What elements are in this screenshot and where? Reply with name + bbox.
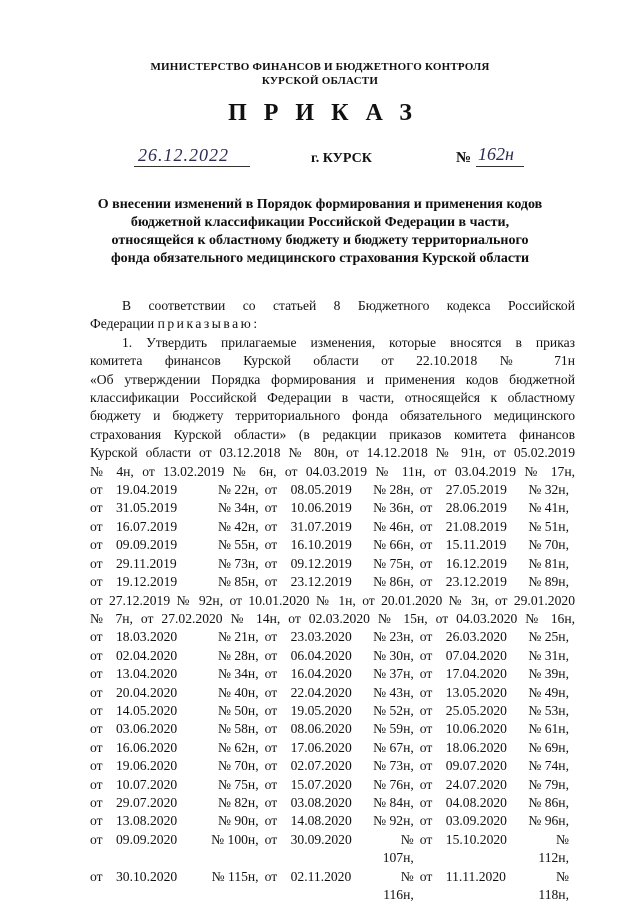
order-reference: [90, 720, 265, 738]
reference-number: № 85н,: [217, 574, 259, 590]
reference-date: 23.12.2019: [290, 574, 352, 590]
reference-from-word: от: [90, 776, 103, 792]
reference-date: 14.08.2020: [290, 813, 352, 829]
order-reference: [265, 481, 420, 499]
city-label: г. КУРСК: [311, 151, 372, 166]
reference-date: 21.08.2019: [445, 518, 507, 534]
reference-date: 08.05.2019: [290, 482, 352, 498]
reference-number: № 51н,: [528, 518, 569, 534]
reference-from-word: от: [264, 702, 278, 718]
handwritten-date: 26.12.2022: [138, 145, 229, 165]
number-underline: [476, 166, 524, 167]
reference-from-word: от: [264, 482, 278, 498]
body-line-3: 1. Утвердить прилагаемые изменения, которые вносятся в приказ: [122, 334, 575, 350]
order-reference: [90, 794, 265, 812]
order-reference: [420, 702, 575, 720]
reference-date: 03.09.2020: [445, 813, 507, 829]
reference-date: 16.10.2019: [290, 537, 352, 553]
reference-date: 18.03.2020: [116, 629, 178, 645]
reference-date: 11.11.2020: [445, 868, 506, 884]
reference-number: № 84н,: [373, 794, 414, 810]
reference-from-word: от: [419, 721, 433, 737]
heading-line4: фонда обязательного медицинского страхования Курской области: [110, 251, 530, 266]
order-list-row: [90, 739, 575, 757]
order-list-row: [90, 776, 575, 794]
reference-from-word: от: [90, 482, 103, 498]
reference-date: 06.04.2020: [290, 647, 352, 663]
order-reference: [420, 720, 575, 738]
reference-from-word: от: [264, 868, 278, 884]
reference-from-word: от: [264, 666, 278, 682]
reference-date: 30.10.2020: [116, 868, 178, 884]
reference-number: № 37н,: [373, 666, 414, 682]
order-list-row: [90, 481, 575, 499]
order-reference: [420, 628, 575, 646]
reference-from-word: от: [264, 813, 278, 829]
order-reference: [265, 702, 420, 720]
reference-from-word: от: [419, 794, 433, 810]
reference-from-word: от: [264, 500, 278, 516]
ministry-header: [0, 60, 640, 88]
reference-from-word: от: [90, 868, 103, 884]
reference-from-word: от: [264, 574, 278, 590]
reference-from-word: от: [419, 482, 433, 498]
order-reference: [265, 518, 420, 536]
reference-number: № 36н,: [373, 500, 414, 516]
reference-date: 15.07.2020: [290, 776, 352, 792]
ministry-name-line2: КУРСКОЙ ОБЛАСТИ: [261, 75, 379, 87]
reference-number: № 75н,: [217, 776, 259, 792]
body-line-2-text: Федерации: [90, 316, 155, 332]
reference-number: № 50н,: [217, 702, 259, 718]
reference-date: 03.08.2020: [290, 794, 352, 810]
reference-from-word: от: [90, 629, 103, 645]
reference-number: № 112н,: [538, 831, 569, 866]
reference-number: № 39н,: [528, 666, 569, 682]
reference-date: 03.06.2020: [116, 721, 178, 737]
reference-number: № 70н,: [528, 537, 569, 553]
reference-date: 08.06.2020: [290, 721, 352, 737]
reference-number: № 46н,: [373, 518, 414, 534]
reference-number: № 30н,: [373, 647, 414, 663]
order-reference: [420, 776, 575, 794]
reference-number: № 34н,: [217, 666, 259, 682]
reference-number: № 118н,: [538, 868, 569, 902]
reference-from-word: от: [264, 794, 278, 810]
order-list-row: [90, 868, 575, 905]
heading-line2: бюджетной классификации Российской Федерации в части,: [130, 215, 510, 230]
reference-date: 15.10.2020: [445, 831, 507, 847]
reference-from-word: от: [90, 758, 103, 774]
order-reference: [265, 555, 420, 573]
order-reference: [420, 757, 575, 775]
order-reference: [420, 573, 575, 591]
order-reference: [420, 555, 575, 573]
reference-number: № 66н,: [373, 537, 414, 553]
reference-date: 16.04.2020: [290, 666, 352, 682]
order-list-row: [90, 720, 575, 738]
order-reference: [420, 536, 575, 554]
reference-from-word: от: [264, 776, 278, 792]
order-heading: [60, 196, 580, 268]
body-line-9: Курской области от 03.12.2018 № 80н, от 14.12.2018 № 91н, от 05.02.2019: [90, 445, 575, 461]
reference-from-word: от: [419, 702, 433, 718]
reference-from-word: от: [419, 555, 433, 571]
order-list-row: [90, 665, 575, 683]
reference-number: № 73н,: [373, 758, 414, 774]
order-reference: [90, 684, 265, 702]
reference-from-word: от: [90, 721, 103, 737]
reference-number: № 53н,: [528, 702, 569, 718]
reference-date: 17.06.2020: [290, 739, 352, 755]
body-line-7: бюджету и бюджету территориального фонда обязательного медицинского: [90, 408, 575, 424]
reference-date: 27.05.2019: [445, 482, 507, 498]
reference-number: № 116н,: [383, 868, 414, 902]
body-line-17: от 27.12.2019 № 92н, от 10.01.2020 № 1н, от 20.01.2020 № 3н, от 29.01.2020: [90, 592, 575, 608]
reference-from-word: от: [90, 555, 103, 571]
reference-from-word: от: [264, 739, 278, 755]
order-list-b: [90, 628, 575, 904]
order-reference: [420, 499, 575, 517]
reference-date: 13.08.2020: [116, 813, 178, 829]
reference-date: 31.07.2019: [290, 518, 352, 534]
reference-number: № 74н,: [528, 758, 569, 774]
reference-from-word: от: [419, 574, 433, 590]
order-reference: [265, 536, 420, 554]
reference-from-word: от: [264, 684, 278, 700]
reference-date: 19.04.2019: [116, 482, 178, 498]
order-reference: [420, 684, 575, 702]
order-reference: [265, 647, 420, 665]
order-reference: [420, 831, 575, 868]
reference-number: № 96н,: [528, 813, 569, 829]
order-reference: [90, 776, 265, 794]
reference-date: 16.07.2019: [116, 518, 178, 534]
order-reference: [265, 499, 420, 517]
reference-number: № 67н,: [373, 739, 414, 755]
order-reference: [90, 647, 265, 665]
order-reference: [420, 868, 575, 905]
reference-from-word: от: [264, 629, 278, 645]
reference-number: № 31н,: [528, 647, 569, 663]
order-reference: [420, 665, 575, 683]
date-underline: [134, 166, 250, 167]
reference-number: № 59н,: [373, 721, 414, 737]
reference-from-word: от: [419, 739, 433, 755]
body-line-18: № 7н, от 27.02.2020 № 14н, от 02.03.2020 № 15н, от 04.03.2020 № 16н,: [90, 610, 575, 626]
reference-number: № 42н,: [217, 518, 259, 534]
order-reference: [90, 555, 265, 573]
order-reference: [265, 776, 420, 794]
order-list-row: [90, 794, 575, 812]
reference-number: № 21н,: [217, 629, 259, 645]
reference-number: № 34н,: [217, 500, 259, 516]
order-reference: [90, 831, 265, 868]
order-reference: [420, 812, 575, 830]
reference-number: № 40н,: [217, 684, 259, 700]
reference-date: 19.05.2020: [290, 702, 352, 718]
body-line-10: № 4н, от 13.02.2019 № 6н, от 04.03.2019 № 11н, от 03.04.2019 № 17н,: [90, 463, 575, 479]
order-list-row: [90, 684, 575, 702]
reference-date: 23.12.2019: [445, 574, 507, 590]
reference-date: 10.06.2019: [290, 500, 352, 516]
reference-number: № 79н,: [528, 776, 569, 792]
body-line-6: классификации Российской Федерации в части, относящейся к областному: [90, 390, 575, 406]
reference-date: 13.05.2020: [445, 684, 507, 700]
reference-number: № 107н,: [382, 831, 414, 866]
reference-number: № 55н,: [217, 537, 259, 553]
order-list-a: [90, 481, 575, 591]
order-reference: [265, 628, 420, 646]
reference-from-word: от: [264, 518, 278, 534]
reference-date: 02.07.2020: [290, 758, 352, 774]
reference-number: № 32н,: [528, 482, 569, 498]
body-line-1: В соответствии со статьей 8 Бюджетного кодекса Российской: [122, 298, 575, 313]
reference-date: 10.06.2020: [445, 721, 507, 737]
reference-date: 09.07.2020: [445, 758, 507, 774]
reference-date: 26.03.2020: [445, 629, 507, 645]
order-reference: [265, 794, 420, 812]
reference-number: № 23н,: [373, 629, 414, 645]
order-list-row: [90, 628, 575, 646]
reference-from-word: от: [90, 702, 103, 718]
reference-date: 18.06.2020: [445, 739, 507, 755]
reference-from-word: от: [90, 537, 103, 553]
reference-number: № 69н,: [528, 739, 569, 755]
number-sign: №: [456, 150, 472, 166]
reference-from-word: от: [419, 629, 433, 645]
reference-date: 23.03.2020: [290, 629, 352, 645]
order-reference: [265, 720, 420, 738]
order-list-row: [90, 757, 575, 775]
order-reference: [265, 831, 420, 868]
order-reference: [420, 481, 575, 499]
reference-from-word: от: [419, 500, 433, 516]
reference-number: № 70н,: [217, 758, 259, 774]
order-reference: [90, 628, 265, 646]
order-reference: [90, 518, 265, 536]
reference-from-word: от: [419, 537, 433, 553]
order-reference: [420, 739, 575, 757]
heading-line3: относящейся к областному бюджету и бюджету территориального: [111, 233, 529, 248]
reference-from-word: от: [90, 831, 103, 847]
reference-from-word: от: [90, 647, 103, 663]
reference-from-word: от: [264, 831, 278, 847]
reference-number: № 100н,: [211, 831, 259, 847]
reference-date: 09.09.2019: [116, 537, 178, 553]
order-reference: [265, 868, 420, 905]
reference-number: № 43н,: [373, 684, 414, 700]
order-reference: [90, 481, 265, 499]
order-list-row: [90, 573, 575, 591]
reference-date: 16.12.2019: [445, 555, 507, 571]
reference-from-word: от: [264, 758, 278, 774]
order-reference: [90, 702, 265, 720]
order-list-row: [90, 812, 575, 830]
reference-number: № 22н,: [217, 482, 259, 498]
reference-number: № 89н,: [528, 574, 569, 590]
reference-date: 28.06.2019: [445, 500, 507, 516]
reference-number: № 61н,: [528, 721, 569, 737]
reference-date: 02.04.2020: [116, 647, 178, 663]
order-list-row: [90, 536, 575, 554]
order-list-row: [90, 831, 575, 868]
handwritten-number: 162н: [478, 144, 514, 164]
body-line-5: «Об утверждении Порядка формирования и применения кодов бюджетной: [90, 371, 575, 387]
reference-date: 29.07.2020: [116, 794, 178, 810]
reference-from-word: от: [90, 794, 103, 810]
heading-line1: О внесении изменений в Порядок формирования и применения кодов: [97, 197, 543, 212]
reference-number: № 81н,: [528, 555, 569, 571]
reference-date: 14.05.2020: [116, 702, 178, 718]
reference-from-word: от: [90, 666, 103, 682]
reference-from-word: от: [419, 684, 433, 700]
reference-date: 22.04.2020: [290, 684, 352, 700]
reference-number: № 41н,: [528, 500, 569, 516]
reference-number: № 92н,: [373, 813, 414, 829]
reference-date: 17.04.2020: [445, 666, 507, 682]
reference-number: № 90н,: [217, 813, 259, 829]
reference-number: № 28н,: [217, 647, 259, 663]
order-reference: [90, 739, 265, 757]
body-line-2: [90, 315, 575, 333]
order-reference: [90, 665, 265, 683]
order-reference: [265, 573, 420, 591]
reference-date: 02.11.2020: [290, 868, 352, 884]
ministry-name-line1: МИНИСТЕРСТВО ФИНАНСОВ И БЮДЖЕТНОГО КОНТРОЛЯ: [150, 61, 490, 73]
reference-number: № 115н,: [211, 868, 259, 884]
reference-number: № 49н,: [528, 684, 569, 700]
reference-from-word: от: [90, 518, 103, 534]
order-reference: [90, 812, 265, 830]
document-type-title: ПРИКАЗ: [228, 100, 429, 126]
reference-from-word: от: [419, 518, 433, 534]
order-body: [90, 297, 575, 904]
order-list-row: [90, 647, 575, 665]
reference-from-word: от: [419, 647, 433, 663]
reference-from-word: от: [90, 500, 103, 516]
reference-date: 20.04.2020: [116, 684, 178, 700]
order-reference: [90, 536, 265, 554]
reference-from-word: от: [419, 813, 433, 829]
reference-from-word: от: [419, 831, 433, 847]
reference-number: № 52н,: [373, 702, 414, 718]
order-list-row: [90, 702, 575, 720]
reference-date: 07.04.2020: [445, 647, 507, 663]
reference-number: № 58н,: [217, 721, 259, 737]
order-reference: [420, 794, 575, 812]
reference-date: 04.08.2020: [445, 794, 507, 810]
order-reference: [90, 573, 265, 591]
order-list-row: [90, 518, 575, 536]
reference-date: 13.04.2020: [116, 666, 178, 682]
order-list-row: [90, 499, 575, 517]
reference-date: 16.06.2020: [116, 739, 178, 755]
reference-from-word: от: [90, 684, 103, 700]
order-word: приказываю:: [157, 316, 260, 332]
reference-from-word: от: [419, 666, 433, 682]
reference-number: № 62н,: [217, 739, 259, 755]
reference-from-word: от: [419, 868, 433, 884]
reference-date: 09.12.2019: [290, 555, 352, 571]
reference-from-word: от: [90, 739, 103, 755]
order-reference: [265, 739, 420, 757]
reference-date: 24.07.2020: [445, 776, 507, 792]
reference-date: 29.11.2019: [116, 555, 177, 571]
order-reference: [265, 665, 420, 683]
reference-date: 19.12.2019: [116, 574, 178, 590]
reference-from-word: от: [264, 647, 278, 663]
reference-from-word: от: [264, 537, 278, 553]
reference-number: № 73н,: [217, 555, 259, 571]
reference-number: № 75н,: [373, 555, 414, 571]
reference-number: № 25н,: [528, 629, 569, 645]
order-reference: [420, 647, 575, 665]
reference-number: № 28н,: [373, 482, 414, 498]
reference-date: 09.09.2020: [116, 831, 178, 847]
order-reference: [265, 684, 420, 702]
reference-number: № 76н,: [373, 776, 414, 792]
reference-date: 15.11.2019: [445, 537, 507, 553]
body-line-4: комитета финансов Курской области от 22.10.2018 № 71н: [90, 353, 575, 369]
reference-number: № 86н,: [528, 794, 569, 810]
reference-date: 19.06.2020: [116, 758, 178, 774]
reference-date: 10.07.2020: [116, 776, 178, 792]
order-reference: [420, 518, 575, 536]
reference-number: № 82н,: [217, 794, 259, 810]
order-reference: [90, 868, 265, 905]
reference-from-word: от: [90, 574, 103, 590]
body-line-8: страхования Курской области» (в редакции приказов комитета финансов: [90, 426, 575, 442]
reference-from-word: от: [264, 721, 278, 737]
reference-number: № 86н,: [373, 574, 414, 590]
reference-from-word: от: [419, 776, 433, 792]
reference-from-word: от: [90, 813, 103, 829]
reference-date: 30.09.2020: [290, 831, 352, 847]
order-reference: [265, 757, 420, 775]
reference-from-word: от: [419, 758, 433, 774]
order-reference: [265, 812, 420, 830]
reference-date: 31.05.2019: [116, 500, 178, 516]
order-reference: [90, 757, 265, 775]
order-list-row: [90, 555, 575, 573]
reference-from-word: от: [264, 555, 278, 571]
reference-date: 25.05.2020: [445, 702, 507, 718]
order-reference: [90, 499, 265, 517]
